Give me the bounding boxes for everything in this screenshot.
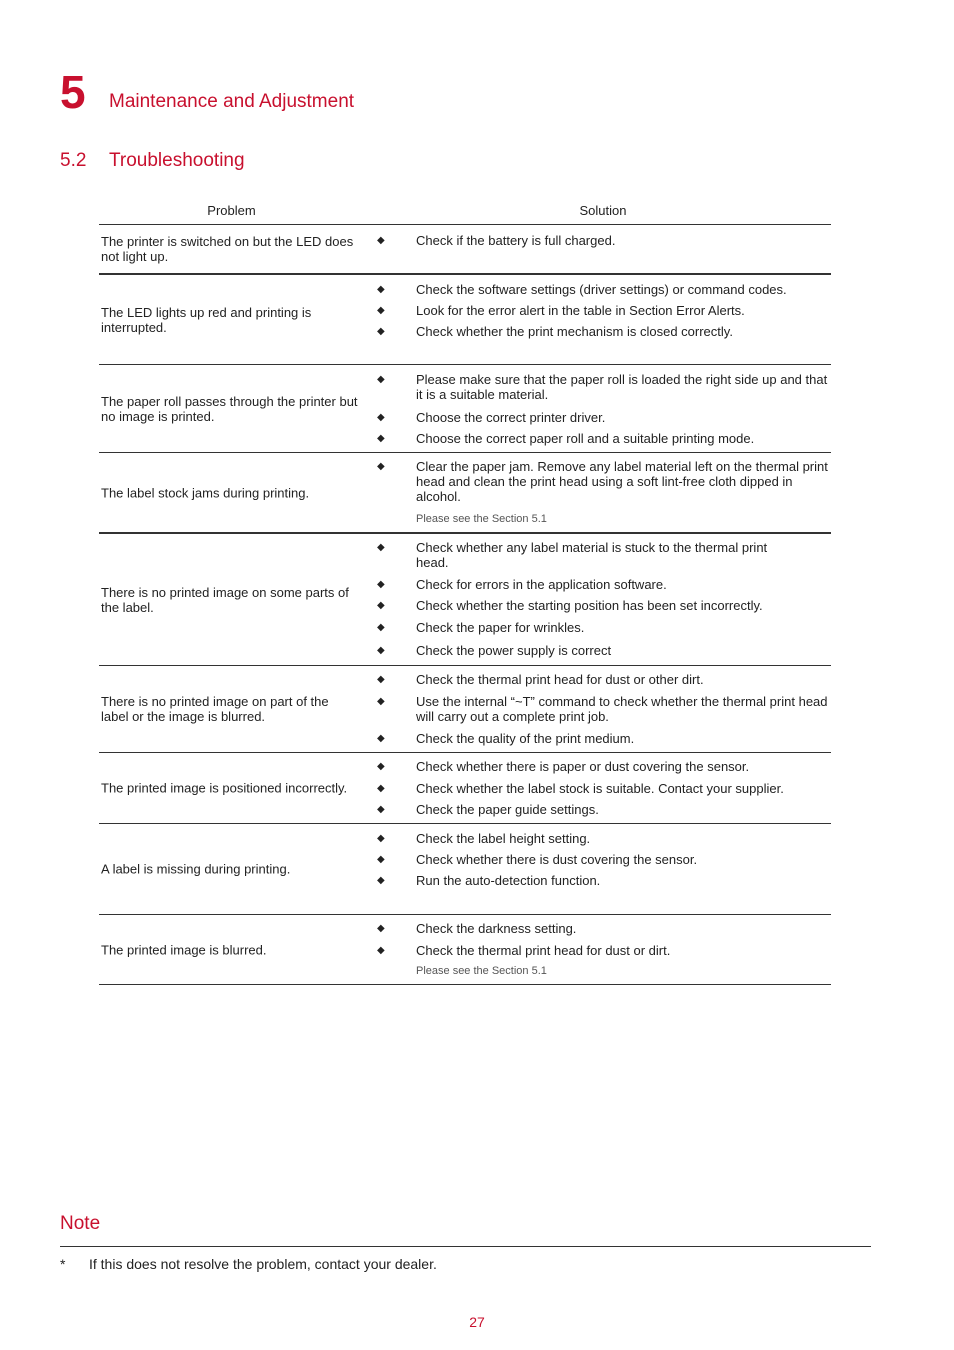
section-title: Troubleshooting xyxy=(109,150,245,171)
chapter-title: Maintenance and Adjustment xyxy=(109,91,355,112)
diamond-bullet-icon: ◆ xyxy=(377,761,385,772)
diamond-bullet-icon: ◆ xyxy=(377,433,385,444)
diamond-bullet-icon: ◆ xyxy=(377,579,385,590)
diamond-bullet-icon: ◆ xyxy=(377,305,385,316)
problem-cell: There is no printed image on some parts of the label. xyxy=(101,584,349,615)
table-row: The LED lights up red and printing is interrupted. ◆ Check the software settings (driver settings) or command codes. ◆ Look for the error alert in the table in Section Error Alerts. ◆ Check whether the print mechanism is closed correctly. xyxy=(99,275,831,365)
problem-cell: The printed image is blurred. xyxy=(101,942,267,957)
header-problem: Problem xyxy=(207,203,256,218)
asterisk-marker: * xyxy=(60,1256,66,1272)
problem-cell: There is no printed image on part of the label or the image is blurred. xyxy=(101,694,329,724)
note-heading: Note xyxy=(60,1213,101,1234)
diamond-bullet-icon: ◆ xyxy=(377,696,385,707)
section-heading xyxy=(60,149,245,173)
note-divider xyxy=(60,1246,871,1247)
diamond-bullet-icon: ◆ xyxy=(377,804,385,815)
diamond-bullet-icon: ◆ xyxy=(377,461,385,472)
header-solution: Solution xyxy=(579,203,627,218)
table-row: The paper roll passes through the printer but no image is printed. ◆ Please make sure that the paper roll is loaded the right side up and that it is a suitable material. ◆ Choose the correct printer driver. ◆ Choose the correct paper roll and a suitable printing mode. xyxy=(99,365,831,453)
problem-cell: The paper roll passes through the printer but no image is printed. xyxy=(101,393,358,424)
table-row: The label stock jams during printing. ◆ Clear the paper jam. Remove any label material left on the thermal print head and clean the print head using a soft lint-free cloth dipped in alcohol. Please see the Section 5.1 xyxy=(99,453,831,534)
troubleshooting-table xyxy=(99,202,831,985)
table-row: A label is missing during printing. ◆ Check the label height setting. ◆ Check whether there is dust covering the sensor. ◆ Run the auto-detection function. xyxy=(99,824,831,915)
diamond-bullet-icon: ◆ xyxy=(377,374,385,385)
problem-cell: The label stock jams during printing. xyxy=(101,485,310,500)
diamond-bullet-icon: ◆ xyxy=(377,674,385,685)
table-row: There is no printed image on part of the label or the image is blurred. ◆ Check the thermal print head for dust or other dirt. ◆ Use the internal “~T” command to check whether the thermal print head will carry out a complete print job. ◆ Check the quality of the print medium. xyxy=(99,666,831,753)
diamond-bullet-icon: ◆ xyxy=(377,733,385,744)
diamond-bullet-icon: ◆ xyxy=(377,600,385,611)
diamond-bullet-icon: ◆ xyxy=(377,875,385,886)
diamond-bullet-icon: ◆ xyxy=(377,622,385,633)
table-row: The printed image is blurred. ◆ Check the darkness setting. ◆ Check the thermal print head for dust or dirt. Please see the Section 5.1 xyxy=(99,915,831,985)
diamond-bullet-icon: ◆ xyxy=(377,412,385,423)
page-number: 27 xyxy=(469,1314,485,1330)
diamond-bullet-icon: ◆ xyxy=(377,645,385,656)
problem-cell: The printed image is positioned incorrectly. xyxy=(101,780,348,796)
table-row: The printer is switched on but the LED does not light up. ◆ Check if the battery is full charged. xyxy=(99,225,831,275)
diamond-bullet-icon: ◆ xyxy=(377,833,385,844)
chapter-number: 5 xyxy=(60,66,86,118)
section-number: 5.2 xyxy=(60,150,87,171)
table-row: The printed image is positioned incorrectly. ◆ Check whether there is paper or dust covering the sensor. ◆ Check whether the label stock is suitable. Contact your supplier. ◆ Check the paper guide settings. xyxy=(99,753,831,824)
diamond-bullet-icon: ◆ xyxy=(377,326,385,337)
problem-cell: The LED lights up red and printing is interrupted. xyxy=(101,304,312,335)
diamond-bullet-icon: ◆ xyxy=(377,945,385,956)
note-text: If this does not resolve the problem, contact your dealer. xyxy=(89,1256,437,1272)
problem-cell: A label is missing during printing. xyxy=(101,861,291,877)
table-header xyxy=(99,202,831,225)
problem-cell: The printer is switched on but the LED does not light up. xyxy=(101,234,354,264)
diamond-bullet-icon: ◆ xyxy=(377,542,385,553)
diamond-bullet-icon: ◆ xyxy=(377,235,385,246)
diamond-bullet-icon: ◆ xyxy=(377,783,385,794)
table-row: There is no printed image on some parts of the label. ◆ Check whether any label material is stuck to the thermal print head. ◆ Check for errors in the application software. ◆ Check whether the starting position has been set incorrectly. ◆ Check the paper for wrinkles. ◆ Check the power supply is correct xyxy=(99,534,831,666)
diamond-bullet-icon: ◆ xyxy=(377,923,385,934)
diamond-bullet-icon: ◆ xyxy=(377,854,385,865)
diamond-bullet-icon: ◆ xyxy=(377,284,385,295)
